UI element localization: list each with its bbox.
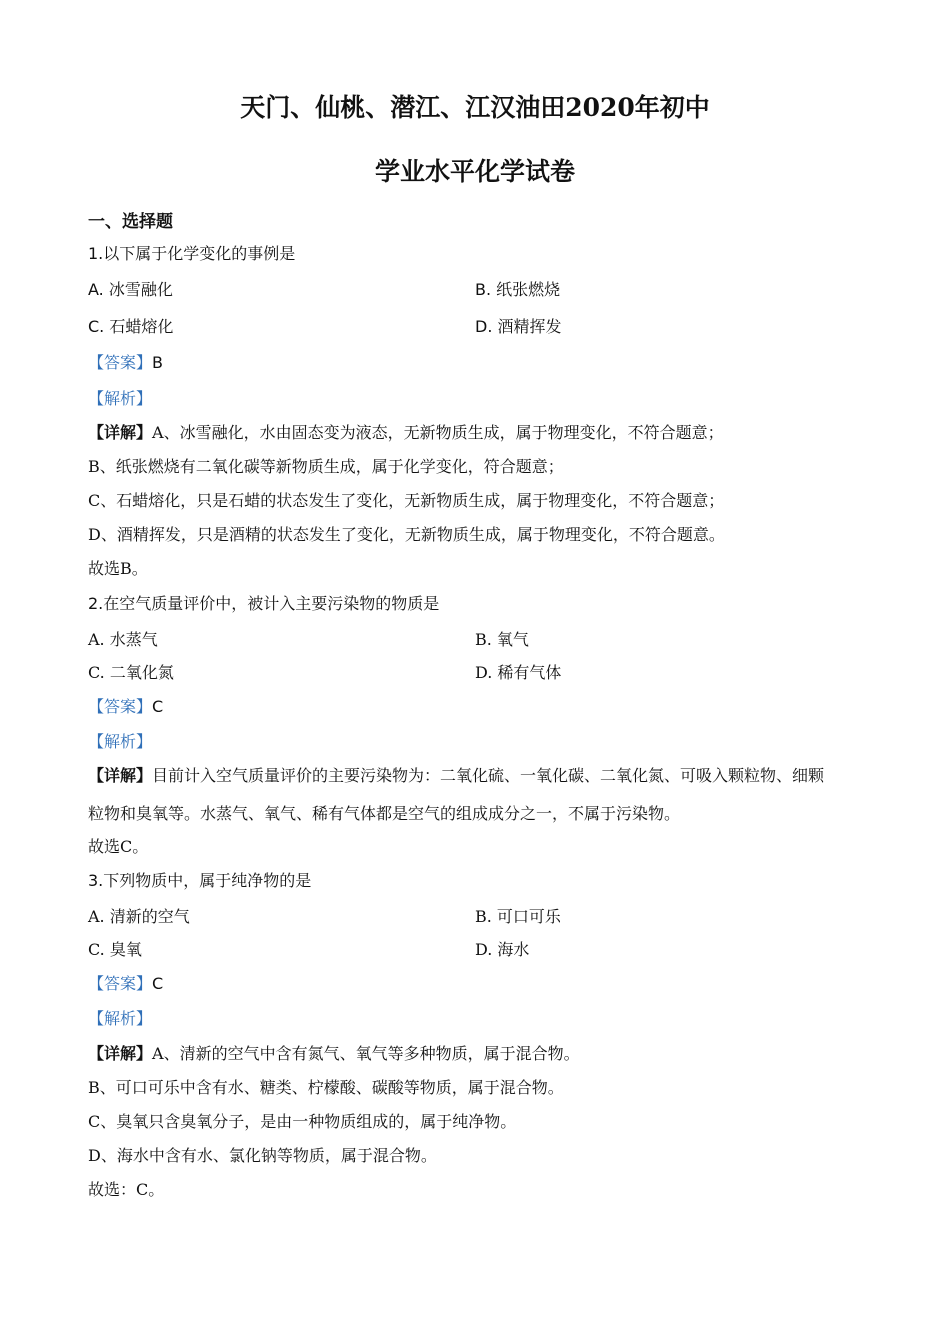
q1-option-b: B. 纸张燃烧 <box>475 280 561 299</box>
q3-detail-line1 <box>88 1041 580 1064</box>
q2-conclusion: 故选C。 <box>88 837 149 856</box>
q1-detail-line1 <box>88 420 724 443</box>
q3-option-b: B. 可口可乐 <box>475 907 561 926</box>
q2-answer-value: C <box>152 697 164 716</box>
q3-option-a: A. 清新的空气 <box>88 907 190 926</box>
q2-option-d: D. 稀有气体 <box>475 663 562 682</box>
q3-stem: 3.下列物质中，属于纯净物的是 <box>88 871 312 890</box>
q2-answer-label: 【答案】 <box>88 697 153 716</box>
q3-conclusion: 故选：C。 <box>88 1180 165 1199</box>
q2-answer <box>88 694 163 717</box>
q3-answer-label: 【答案】 <box>88 974 153 993</box>
q3-detail-line4: D、海水中含有水、氯化钠等物质，属于混合物。 <box>88 1146 437 1165</box>
q3-detail-label: 【详解】 <box>88 1044 153 1063</box>
q3-analysis-label: 【解析】 <box>88 1009 153 1028</box>
q2-detail-text1: 目前计入空气质量评价的主要污染物为：二氧化硫、一氧化碳、二氧化氮、可吸入颗粒物、细颗 <box>152 766 825 785</box>
q1-detail-line3: C、石蜡熔化，只是石蜡的状态发生了变化，无新物质生成，属于物理变化，不符合题意； <box>88 491 725 510</box>
q2-option-b: B. 氧气 <box>475 630 529 649</box>
section-heading: 一、选择题 <box>88 212 173 232</box>
q1-conclusion: 故选B。 <box>88 559 148 578</box>
q1-analysis-label: 【解析】 <box>88 389 153 408</box>
q2-detail-label: 【详解】 <box>88 766 153 785</box>
q1-detail-label: 【详解】 <box>88 423 153 442</box>
q3-option-d: D. 海水 <box>475 940 530 959</box>
q1-option-c: C. 石蜡熔化 <box>88 317 174 336</box>
q1-answer-label: 【答案】 <box>88 353 153 372</box>
q3-option-c: C. 臭氧 <box>88 940 142 959</box>
q1-option-d: D. 酒精挥发 <box>475 317 562 336</box>
doc-title-line1: 天门、仙桃、潜江、江汉油田2020年初中 <box>240 93 710 122</box>
q3-detail-text1: A、清新的空气中含有氮气、氧气等多种物质，属于混合物。 <box>152 1044 580 1063</box>
q1-detail-line4: D、酒精挥发，只是酒精的状态发生了变化，无新物质生成，属于物理变化，不符合题意。 <box>88 525 725 544</box>
q3-answer <box>88 971 163 994</box>
q2-option-c: C. 二氧化氮 <box>88 663 174 682</box>
q1-stem: 1.以下属于化学变化的事例是 <box>88 244 296 263</box>
q3-detail-line3: C、臭氧只含臭氧分子，是由一种物质组成的，属于纯净物。 <box>88 1112 517 1131</box>
doc-title-line2: 学业水平化学试卷 <box>374 157 575 186</box>
q2-stem: 2.在空气质量评价中，被计入主要污染物的物质是 <box>88 594 440 613</box>
q1-detail-text1: A、冰雪融化，水由固态变为液态，无新物质生成，属于物理变化，不符合题意； <box>152 423 724 442</box>
q2-detail-line2: 粒物和臭氧等。水蒸气、氧气、稀有气体都是空气的组成成分之一，不属于污染物。 <box>88 804 681 823</box>
q3-detail-line2: B、可口可乐中含有水、糖类、柠檬酸、碳酸等物质，属于混合物。 <box>88 1078 564 1097</box>
q1-detail-line2: B、纸张燃烧有二氧化碳等新物质生成，属于化学变化，符合题意； <box>88 457 564 476</box>
q2-analysis-label: 【解析】 <box>88 732 153 751</box>
q3-answer-value: C <box>152 974 164 993</box>
q1-answer <box>88 350 163 373</box>
q2-option-a: A. 水蒸气 <box>88 630 158 649</box>
q1-answer-value: B <box>152 353 163 372</box>
q2-detail-line1 <box>88 763 824 786</box>
q1-option-a: A. 冰雪融化 <box>88 280 173 299</box>
